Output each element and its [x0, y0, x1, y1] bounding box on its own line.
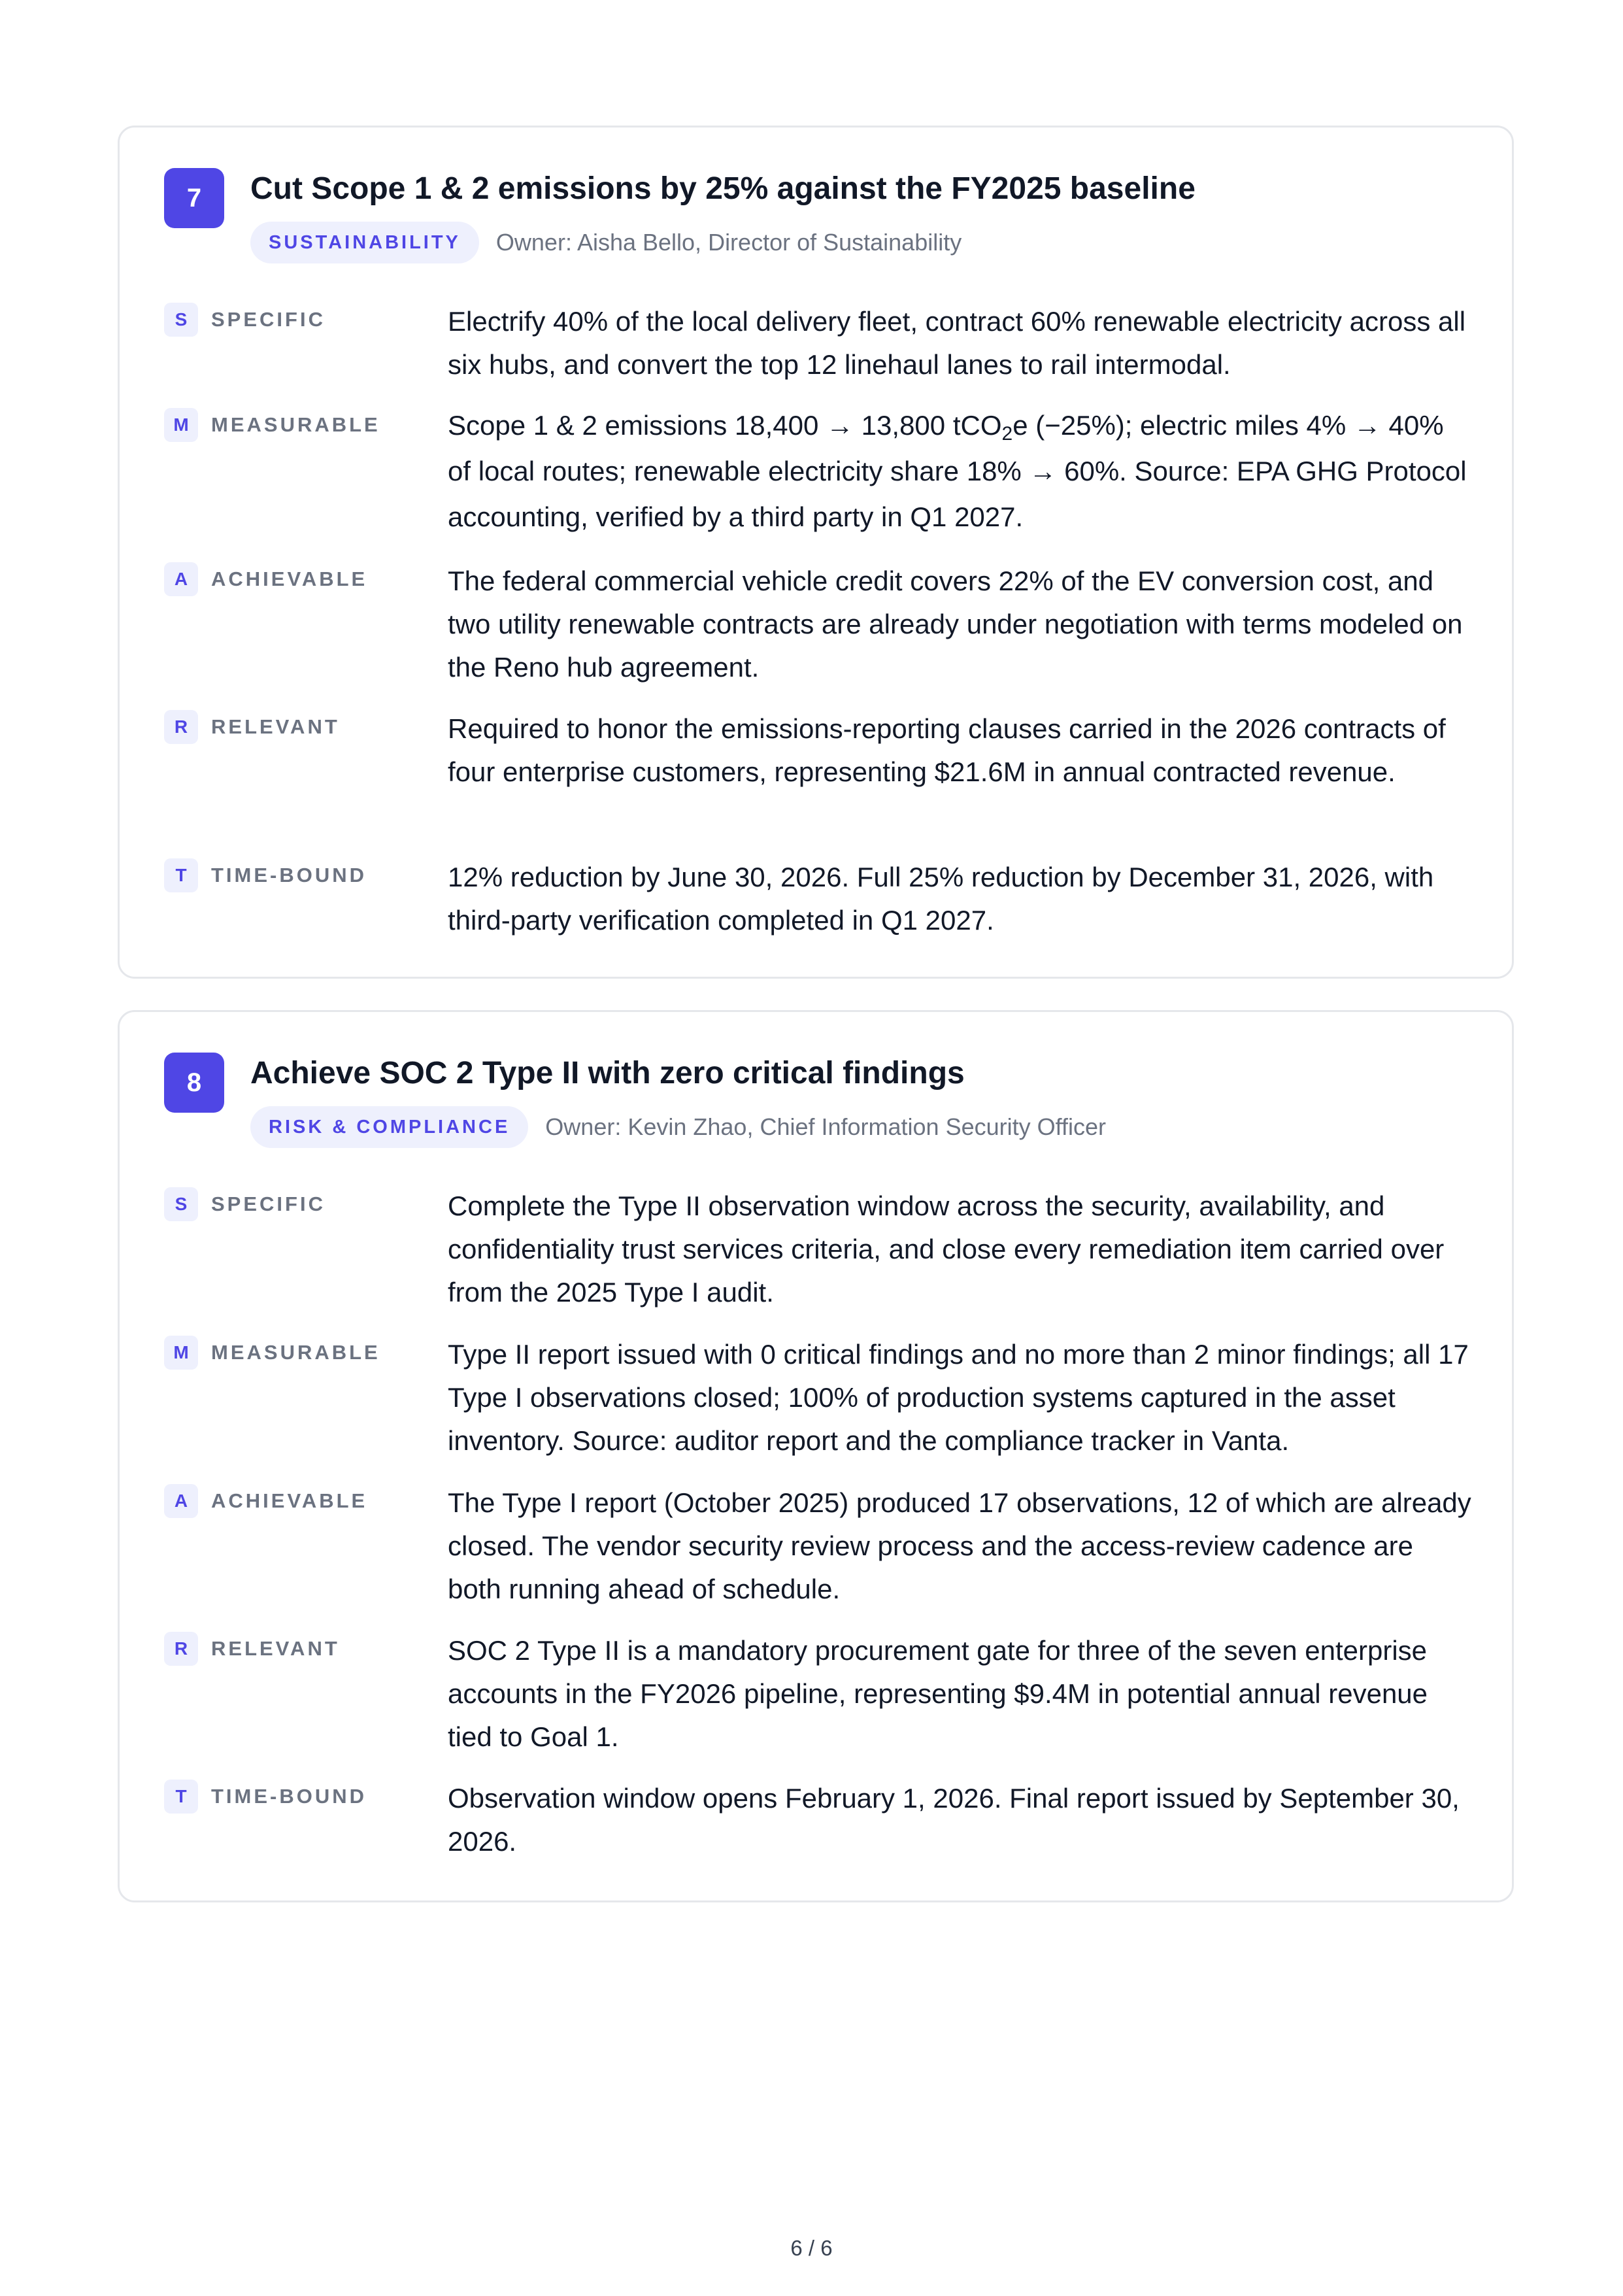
- goal-card: [118, 1010, 1514, 1902]
- page-number: 6 / 6: [790, 2236, 833, 2260]
- goal-number-badge: 7: [164, 168, 224, 228]
- criterion-letter: T: [164, 1780, 198, 1814]
- criterion-text: [448, 403, 1474, 540]
- goal-card: [118, 126, 1514, 979]
- owner-text: Owner: Kevin Zhao, Chief Information Security Officer: [545, 1113, 1106, 1140]
- criterion-letter: R: [164, 1632, 198, 1666]
- criterion-text: Required to honor the emissions-reporting clauses carried in the 2026 contracts of four enterprise customers, representing $21.6M in annual contracted revenue.: [448, 713, 1446, 787]
- criterion-text: SOC 2 Type II is a mandatory procurement gate for three of the seven enterprise accounts in the FY2026 pipeline, representing $9.4M in potential annual revenue tied to Goal 1.: [448, 1635, 1428, 1752]
- criterion-label: ACHIEVABLE: [211, 1489, 368, 1512]
- criterion-label: RELEVANT: [211, 1637, 340, 1660]
- goal-number-badge: 8: [164, 1053, 224, 1113]
- category-badge: SUSTAINABILITY: [250, 222, 479, 263]
- goal-title: Achieve SOC 2 Type II with zero critical findings: [250, 1056, 965, 1090]
- criterion-letter: S: [164, 1187, 198, 1221]
- criterion-letter: A: [164, 1484, 198, 1518]
- criterion-label: TIME-BOUND: [211, 864, 367, 886]
- criterion-letter: A: [164, 562, 198, 596]
- criterion-label: TIME-BOUND: [211, 1785, 367, 1808]
- criterion-letter: R: [164, 710, 198, 744]
- criterion-label: MEASURABLE: [211, 413, 380, 436]
- criterion-text-part: e (−25%); electric miles 4% → 40% of local routes; renewable electricity share 18% → 60%. Source: EPA GHG Protocol accounting, verified by a third party in Q1 2027.: [448, 410, 1467, 532]
- goal-meta: [250, 222, 962, 263]
- criterion-text-part: Scope 1 & 2 emissions 18,400 → 13,800 tCO: [448, 410, 1002, 441]
- criterion-text: The Type I report (October 2025) produced 17 observations, 12 of which are already closed. The vendor security review process and the access-review cadence are both running ahead of schedule.: [448, 1487, 1471, 1604]
- goal-meta: [250, 1106, 1106, 1148]
- criterion-label: ACHIEVABLE: [211, 567, 368, 590]
- criterion-text: Complete the Type II observation window across the security, availability, and confidentiality trust services criteria, and close every remediation item carried over from the 2025 Type I audit.: [448, 1190, 1445, 1308]
- criterion-text: Electrify 40% of the local delivery fleet, contract 60% renewable electricity across all six hubs, and convert the top 12 linehaul lanes to rail intermodal.: [448, 306, 1466, 380]
- criterion-label: SPECIFIC: [211, 308, 326, 331]
- goal-title: Cut Scope 1 & 2 emissions by 25% against the FY2025 baseline: [250, 171, 1196, 206]
- criterion-letter: S: [164, 303, 198, 337]
- criterion-text: 12% reduction by June 30, 2026. Full 25% reduction by December 31, 2026, with third-party verification completed in Q1 2027.: [448, 862, 1434, 936]
- criterion-letter: M: [164, 1336, 198, 1370]
- criterion-label: SPECIFIC: [211, 1192, 326, 1215]
- category-badge: RISK & COMPLIANCE: [250, 1106, 528, 1148]
- subscript: 2: [1001, 423, 1013, 445]
- criterion-text: Type II report issued with 0 critical findings and no more than 2 minor findings; all 17 Type I observations closed; 100% of production systems captured in the asset inventory. Source: auditor report and the compliance tracker in Vanta.: [448, 1339, 1469, 1456]
- owner-text: Owner: Aisha Bello, Director of Sustainability: [495, 229, 962, 256]
- criterion-text: Observation window opens February 1, 2026. Final report issued by September 30, 2026.: [448, 1783, 1460, 1857]
- criterion-label: RELEVANT: [211, 715, 340, 738]
- criterion-label: MEASURABLE: [211, 1341, 380, 1364]
- criterion-letter: T: [164, 858, 198, 892]
- criterion-text: The federal commercial vehicle credit covers 22% of the EV conversion cost, and two utility renewable contracts are already under negotiation with terms modeled on the Reno hub agreement.: [448, 566, 1463, 683]
- criterion-letter: M: [164, 408, 198, 442]
